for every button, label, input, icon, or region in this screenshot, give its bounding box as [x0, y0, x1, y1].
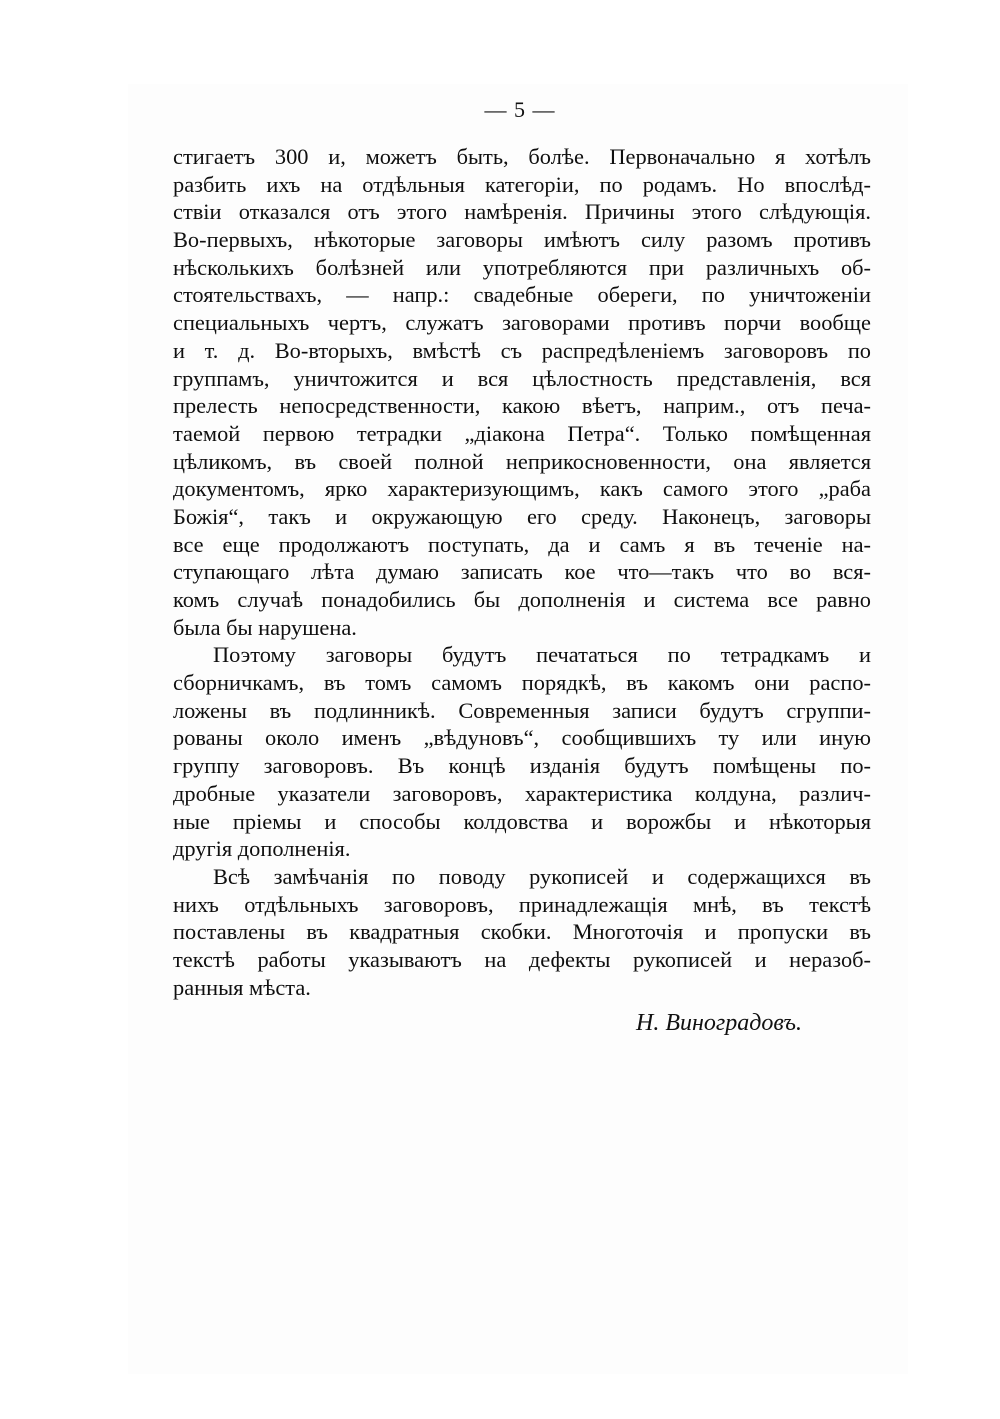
text-line: разбить ихъ на отдѣльныя категорiи, по родамъ. Но впослѣд- [173, 171, 871, 197]
text-line: ложены въ подлинникѣ. Современныя записи будутъ сгруппи- [173, 697, 871, 723]
text-line: другiя дополненiя. [173, 836, 351, 862]
text-line: нѣсколькихъ болѣзней или употребляются при различныхъ об- [173, 254, 871, 280]
text-line: сборничкамъ, въ томъ самомъ порядкѣ, въ какомъ они распо- [173, 670, 871, 696]
text-line: все еще продолжаютъ поступать, да и самъ я въ теченiе на- [173, 531, 871, 557]
text-line: комъ случаѣ понадобились бы дополненiя и система все равно [173, 587, 871, 612]
page-number: — 5 — [484, 97, 556, 122]
paragraph-2 [173, 641, 871, 863]
text-line: прелесть непосредственности, какою вѣетъ, наприм., отъ печа- [173, 393, 871, 419]
paragraph-3 [173, 863, 871, 1001]
text-line: ранныя мѣста. [173, 974, 311, 1000]
author-signature: Н. Виноградовъ. [636, 1010, 802, 1036]
text-line: поставлены въ квадратныя скобки. Многоточiя и пропуски въ [173, 919, 871, 945]
text-line: стигаетъ 300 и, можетъ быть, болѣе. Первоначально я хотѣлъ [173, 144, 871, 169]
text-line: Во-первыхъ, нѣкоторые заговоры имѣютъ силу разомъ противъ [173, 227, 871, 253]
text-line: группу заговоровъ. Въ концѣ изданiя будутъ помѣщены по- [173, 753, 871, 779]
text-line: и т. д. Во-вторыхъ, вмѣстѣ съ распредѣленiемъ заговоровъ по [173, 337, 871, 363]
text-line: была бы нарушена. [173, 614, 357, 640]
text-line: Божiя“, такъ и окружающую его среду. Наконецъ, заговоры [173, 503, 871, 529]
text-line: рованы около именъ „вѣдуновъ“, сообщившихъ ту или иную [173, 725, 871, 751]
text-line: Поэтому заговоры будутъ печататься по тетрадкамъ и [213, 642, 871, 668]
text-line: стоятельствахъ, — напр.: свадебные обереги, по уничтоженiи [173, 282, 871, 308]
text-line: цѣликомъ, въ своей полной неприкосновенности, она является [173, 448, 871, 474]
text-line: нихъ отдѣльныхъ заговоровъ, принадлежащiя мнѣ, въ текстѣ [173, 891, 871, 917]
text-line: ствiи отказался отъ этого намѣренiя. Причины этого слѣдующiя. [173, 199, 871, 225]
text-line: группамъ, уничтожится и вся цѣлостность представленiя, вся [173, 365, 871, 391]
text-line: ные прiемы и способы колдовства и ворожбы и нѣкоторыя [173, 808, 871, 834]
body-text [173, 143, 871, 1001]
text-line: документомъ, ярко характеризующимъ, какъ самого этого „раба [173, 476, 871, 502]
text-line: таемой первою тетрадки „дiакона Петра“. Только помѣщенная [173, 420, 871, 446]
paragraph-1 [173, 143, 871, 641]
text-line: ступающаго лѣта думаю записать кое что—такъ что во вся- [173, 559, 871, 585]
text-line: Всѣ замѣчанiя по поводу рукописей и содержащихся въ [213, 863, 871, 889]
text-line: специальныхъ чертъ, служатъ заговорами противъ порчи вообще [173, 310, 871, 336]
text-line: текстѣ работы указываютъ на дефекты рукописей и неразоб- [173, 946, 871, 972]
text-line: дробные указатели заговоровъ, характеристика колдуна, различ- [173, 780, 871, 806]
